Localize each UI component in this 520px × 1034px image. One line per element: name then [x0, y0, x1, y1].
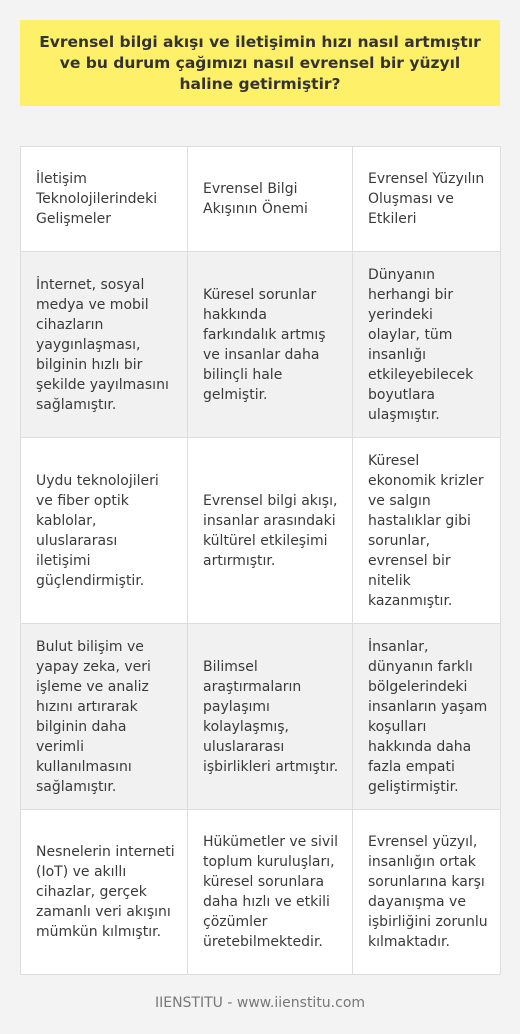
- table-header-cell: Evrensel Yüzyılın Oluşması ve Etkileri: [353, 147, 501, 252]
- table-cell: İnsanlar, dünyanın farklı bölgelerindeki insanların yaşam koşulları hakkında daha fazla empati geliştirmiştir.: [353, 624, 501, 810]
- table-header-cell: Evrensel Bilgi Akışının Önemi: [188, 147, 353, 252]
- table-header-row: [21, 147, 501, 252]
- page-title: Evrensel bilgi akışı ve iletişimin hızı nasıl artmıştır ve bu durum çağımızı nasıl evrensel bir yüzyıl haline getirmiştir?: [39, 32, 481, 93]
- table-row: [21, 624, 501, 810]
- table-row: [21, 810, 501, 975]
- table-cell: Küresel sorunlar hakkında farkındalık artmış ve insanlar daha bilinçli hale gelmiştir.: [188, 252, 353, 438]
- table-cell: Bilimsel araştırmaların paylaşımı kolaylaşmış, uluslararası işbirlikleri artmıştır.: [188, 624, 353, 810]
- table-cell: İnternet, sosyal medya ve mobil cihazların yaygınlaşması, bilginin hızlı bir şekilde yayılmasını sağlamıştır.: [21, 252, 188, 438]
- title-banner: [20, 20, 500, 106]
- table-row: [21, 438, 501, 624]
- table-cell: Evrensel bilgi akışı, insanlar arasındaki kültürel etkileşimi artırmıştır.: [188, 438, 353, 624]
- table-cell: Hükümetler ve sivil toplum kuruluşları, küresel sorunlara daha hızlı ve etkili çözümler üretebilmektedir.: [188, 810, 353, 975]
- table-cell: Nesnelerin interneti (IoT) ve akıllı cihazlar, gerçek zamanlı veri akışını mümkün kılmıştır.: [21, 810, 188, 975]
- footer-credit: IIENSTITU - www.iienstitu.com: [154, 995, 366, 1011]
- table-cell: Dünyanın herhangi bir yerindeki olaylar, tüm insanlığı etkileyebilecek boyutlara ulaşmıştır.: [353, 252, 501, 438]
- comparison-table: [20, 146, 501, 975]
- table-cell: Küresel ekonomik krizler ve salgın hastalıklar gibi sorunlar, evrensel bir nitelik kazanmıştır.: [353, 438, 501, 624]
- table-cell: Bulut bilişim ve yapay zeka, veri işleme ve analiz hızını artırarak bilginin daha verimli kullanılmasını sağlamıştır.: [21, 624, 188, 810]
- table-header-cell: İletişim Teknolojilerindeki Gelişmeler: [21, 147, 188, 252]
- table-cell: Uydu teknolojileri ve fiber optik kablolar, uluslararası iletişimi güçlendirmiştir.: [21, 438, 188, 624]
- table-row: [21, 252, 501, 438]
- table-cell: Evrensel yüzyıl, insanlığın ortak sorunlarına karşı dayanışma ve işbirliğini zorunlu kılmaktadır.: [353, 810, 501, 975]
